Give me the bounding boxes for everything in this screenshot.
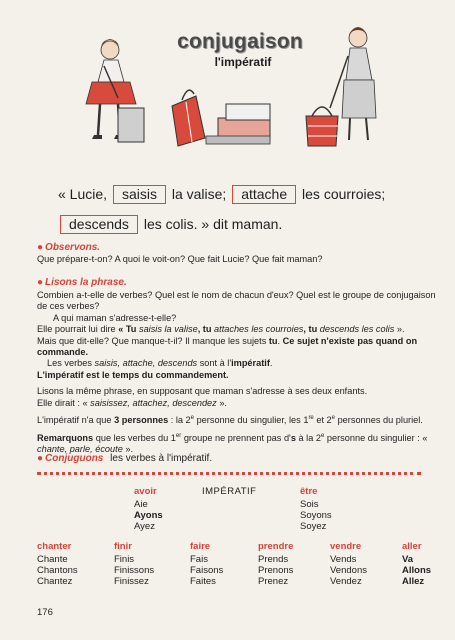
boxed-verb: saisis (113, 185, 166, 204)
section-heading-lisons: ● Lisons la phrase. (37, 277, 127, 288)
red-bag (172, 90, 205, 146)
rule-line: L'impératif est le temps du commandement. (37, 369, 229, 380)
question: Combien a-t-elle de verbes? Quel est le nom de chacun d'eux? Quel est le groupe de conjugaison de ces verbes? (37, 290, 436, 312)
sentence-text: les colis. » dit maman. (143, 216, 283, 232)
text-line: Elle dirait : « saisissez, attachez, descendez ». (37, 397, 227, 408)
verb-heading-finir: finir (114, 541, 132, 552)
example-sentence-line-1 (58, 185, 438, 204)
sentence-text: les courroies; (302, 186, 386, 202)
verb-forms-chanter: Chante Chantons Chantez (37, 554, 78, 587)
verb-heading-faire: faire (190, 541, 211, 552)
verb-forms-faire: Fais Faisons Faites (190, 554, 224, 587)
grey-suitcase (118, 108, 144, 142)
verb-heading-prendre: prendre (258, 541, 294, 552)
section-heading-conjuguons: ● Conjuguons les verbes à l'impératif. (37, 453, 213, 464)
boxed-verb: descends (60, 215, 138, 234)
bullet-icon: ● (37, 242, 44, 253)
lisons-body (37, 290, 437, 455)
sentence-text: la valise; (171, 186, 227, 202)
text-line: Les verbes saisis, attache, descends sont à l'impératif. (47, 358, 273, 369)
verb-forms-aller: Va Allons Allez (402, 554, 432, 587)
packing-illustration (0, 0, 455, 160)
page-number: 176 (37, 607, 53, 618)
example-sentence-line-2 (58, 215, 438, 234)
page-title: conjugaison (177, 30, 303, 53)
verb-heading-aller: aller (402, 541, 422, 552)
conjuguons-text: les verbes à l'impératif. (110, 453, 213, 464)
verb-heading-vendre: vendre (330, 541, 362, 552)
stacked-cases (206, 104, 270, 144)
verb-forms-avoir: Aie Ayons Ayez (134, 499, 163, 532)
verb-forms-prendre: Prends Prenons Prenez (258, 554, 294, 587)
dotted-divider (37, 472, 421, 475)
bullet-icon: ● (37, 277, 44, 288)
text-line: L'impératif n'a que 3 personnes : la 2e personne du singulier, les 1re et 2e personnes du pluriel. (37, 415, 423, 426)
sentence-text: « Lucie, (58, 186, 108, 202)
section-heading-observons: ● Observons. (37, 242, 101, 253)
text-line: Lisons la même phrase, en supposant que maman s'adresse à ses deux enfants. (37, 386, 368, 397)
boxed-verb: attache (232, 185, 296, 204)
verb-forms-finir: Finis Finissons Finissez (114, 554, 155, 587)
text-line: Remarquons que les verbes du 1er groupe ne prennent pas d's à la 2e personne du singulier : « chante, parle, écoute ». (37, 432, 428, 454)
verb-forms-etre: Sois Soyons Soyez (300, 499, 332, 532)
text-line: Mais que dit-elle? Que manque-t-il? Il manque les sujets tu. Ce sujet n'existe pas quand on commande. (37, 335, 418, 358)
question: A qui maman s'adresse-t-elle? (53, 312, 177, 323)
bullet-icon: ● (37, 453, 44, 464)
red-basket (306, 107, 338, 146)
verb-heading-avoir: avoir (134, 486, 157, 497)
imperatif-label: IMPÉRATIF (202, 486, 257, 497)
verb-heading-etre: être (300, 486, 318, 497)
verb-heading-chanter: chanter (37, 541, 72, 552)
verb-forms-vendre: Vends Vendons Vendez (330, 554, 367, 587)
page-subtitle: l'impératif (214, 55, 272, 69)
text-line: Elle pourrait lui dire « Tu saisis la valise, tu attaches les courroies, tu descends les colis ». (37, 324, 405, 335)
observons-questions: Que prépare-t-on? A quoi le voit-on? Que fait Lucie? Que fait maman? (37, 254, 323, 264)
